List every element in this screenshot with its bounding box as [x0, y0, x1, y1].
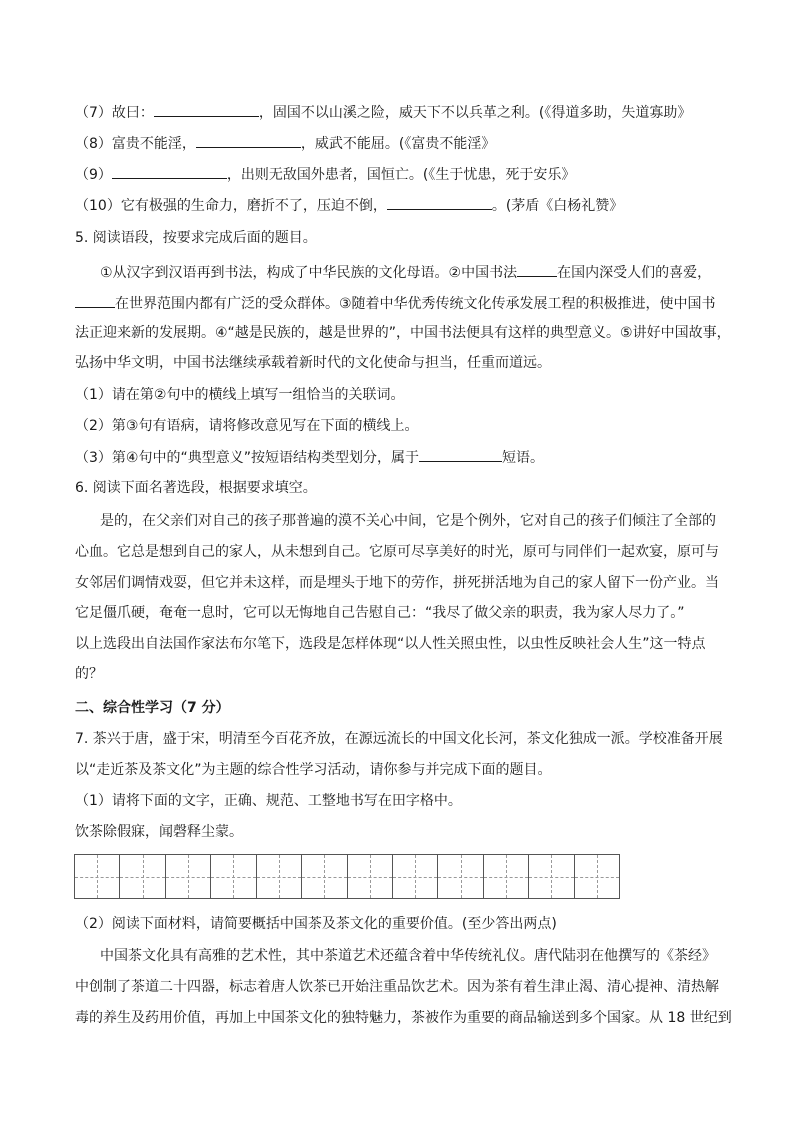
answer-blank[interactable] — [75, 293, 115, 308]
answer-blank[interactable] — [196, 133, 301, 148]
q8-prefix: （8）富贵不能淫， — [75, 136, 196, 152]
q5-paragraph-line — [100, 262, 711, 283]
q6-question-line: 以上选段出自法国作家法布尔笔下，选段是怎样体现“以人性关照虫性，以虫性反映社会人生”这一特点 — [75, 636, 706, 652]
grid-cell[interactable] — [484, 855, 529, 898]
grid-cell[interactable] — [529, 855, 574, 898]
q6-passage-line: 是的，在父亲们对自己的孩子那普遍的漠不关心中间，它是个例外，它对自己的孩子们倾注了全部的 — [100, 513, 716, 529]
q7-suffix: ，固国不以山溪之险，威天下不以兵革之利。(《得道多助，失道寡助》 — [258, 105, 692, 121]
answer-blank[interactable] — [517, 262, 557, 277]
q5-s3-text: （3）第④句中的“典型意义”按短语结构类型划分，属于 — [75, 450, 419, 466]
grid-cell[interactable] — [302, 855, 347, 898]
q7-subquestion-2: （2）阅读下面材料，请简要概括中国茶及茶文化的重要价值。(至少答出两点) — [75, 916, 557, 932]
q5-subquestion-2: （2）第③句有语病，请将修改意见写在下面的横线上。 — [75, 418, 419, 434]
grid-cell[interactable] — [575, 855, 619, 898]
q7-prefix: （7）故曰： — [75, 105, 154, 121]
q6-passage-line: 它足僵爪硬，奄奄一息时，它可以无悔地自己告慰自己：“我尽了做父亲的职责，我为家人尽力了。” — [75, 605, 685, 621]
q5-paragraph-line: 法正迎来新的发展期。④“越是民族的，越是世界的”，中国书法便具有这样的典型意义。⑤讲好中国故事， — [75, 325, 731, 341]
q5-text: 在世界范围内都有广泛的受众群体。③随着中华优秀传统文化传承发展工程的积极推进，使中国书 — [115, 296, 716, 312]
q7-material-line: 中创制了茶道二十四器，标志着唐人饮茶已开始注重品饮艺术。因为茶有着生津止渴、清心提神、清热解 — [75, 979, 719, 995]
grid-cell[interactable] — [393, 855, 438, 898]
q8-suffix: ，威武不能屈。(《富贵不能淫》 — [300, 136, 496, 152]
grid-cell[interactable] — [348, 855, 393, 898]
grid-cell[interactable] — [75, 855, 120, 898]
q10-suffix: 。(茅盾《白杨礼赞》 — [491, 198, 624, 214]
q10-prefix: （10）它有极强的生命力，磨折不了，压迫不倒， — [75, 198, 387, 214]
q5-paragraph-line: 弘扬中华文明，中国书法继续承载着新时代的文化使命与担当，任重而道远。 — [75, 355, 551, 371]
q5-s3-text: 短语。 — [501, 450, 544, 466]
grid-cell[interactable] — [438, 855, 483, 898]
question-10-line — [75, 195, 623, 216]
grid-cell[interactable] — [166, 855, 211, 898]
grid-cell[interactable] — [211, 855, 256, 898]
question-8-line — [75, 133, 495, 154]
q5-paragraph-line — [75, 293, 716, 314]
q7-subquestion-1: （1）请将下面的文字，正确、规范、工整地书写在田字格中。 — [75, 793, 462, 809]
question-7-line — [75, 102, 691, 123]
q7-intro-line: 7. 茶兴于唐，盛于宋，明清至今百花齐放，在源远流长的中国文化长河，茶文化独成一派。学校准备开展 — [75, 731, 723, 747]
q9-suffix: ，出则无敌国外患者，国恒亡。(《生于忧患，死于安乐》 — [226, 167, 576, 183]
q5-subquestion-1: （1）请在第②句中的横线上填写一组恰当的关联词。 — [75, 387, 405, 403]
q5-text: ①从汉字到汉语再到书法，构成了中华民族的文化母语。②中国书法 — [100, 265, 518, 281]
answer-blank[interactable] — [112, 164, 227, 179]
answer-blank[interactable] — [419, 447, 502, 462]
grid-cell[interactable] — [120, 855, 165, 898]
q6-question-line: 的？ — [75, 666, 103, 682]
q7-material-line: 毒的养生及药用价值，再加上中国茶文化的独特魅力，茶被作为重要的商品输送到多个国家。从 18 世纪到 — [75, 1010, 732, 1026]
question-9-line — [75, 164, 575, 185]
answer-blank[interactable] — [154, 102, 259, 117]
q6-title: 6. 阅读下面名著选段，根据要求填空。 — [75, 480, 317, 496]
q7-copy-text: 饮茶除假寐，闻磬释尘蒙。 — [75, 824, 243, 840]
q7-material-line: 中国茶文化具有高雅的艺术性，其中茶道艺术还蕴含着中华传统礼仪。唐代陆羽在他撰写的《茶经》 — [100, 948, 716, 964]
answer-blank[interactable] — [387, 195, 492, 210]
q5-text: 在国内深受人们的喜爱， — [557, 265, 712, 281]
q6-passage-line: 女邻居们调情戏耍，但它并未这样，而是埋头于地下的劳作，拼死拼活地为自己的家人留下一份产业。当 — [75, 575, 719, 591]
grid-cell[interactable] — [257, 855, 302, 898]
tianzige-writing-grid[interactable] — [74, 854, 620, 899]
q9-prefix: （9） — [75, 167, 112, 183]
q5-title: 5. 阅读语段，按要求完成后面的题目。 — [75, 230, 317, 246]
q5-subquestion-3 — [75, 447, 544, 468]
q7-intro-line: 以“走近茶及茶文化”为主题的综合性学习活动，请你参与并完成下面的题目。 — [75, 762, 552, 778]
section-2-heading: 二、综合性学习（7 分） — [75, 700, 230, 716]
q6-passage-line: 心血。它总是想到自己的家人，从未想到自己。它原可尽享美好的时光，原可与同伴们一起欢宴，原可与 — [75, 544, 719, 560]
